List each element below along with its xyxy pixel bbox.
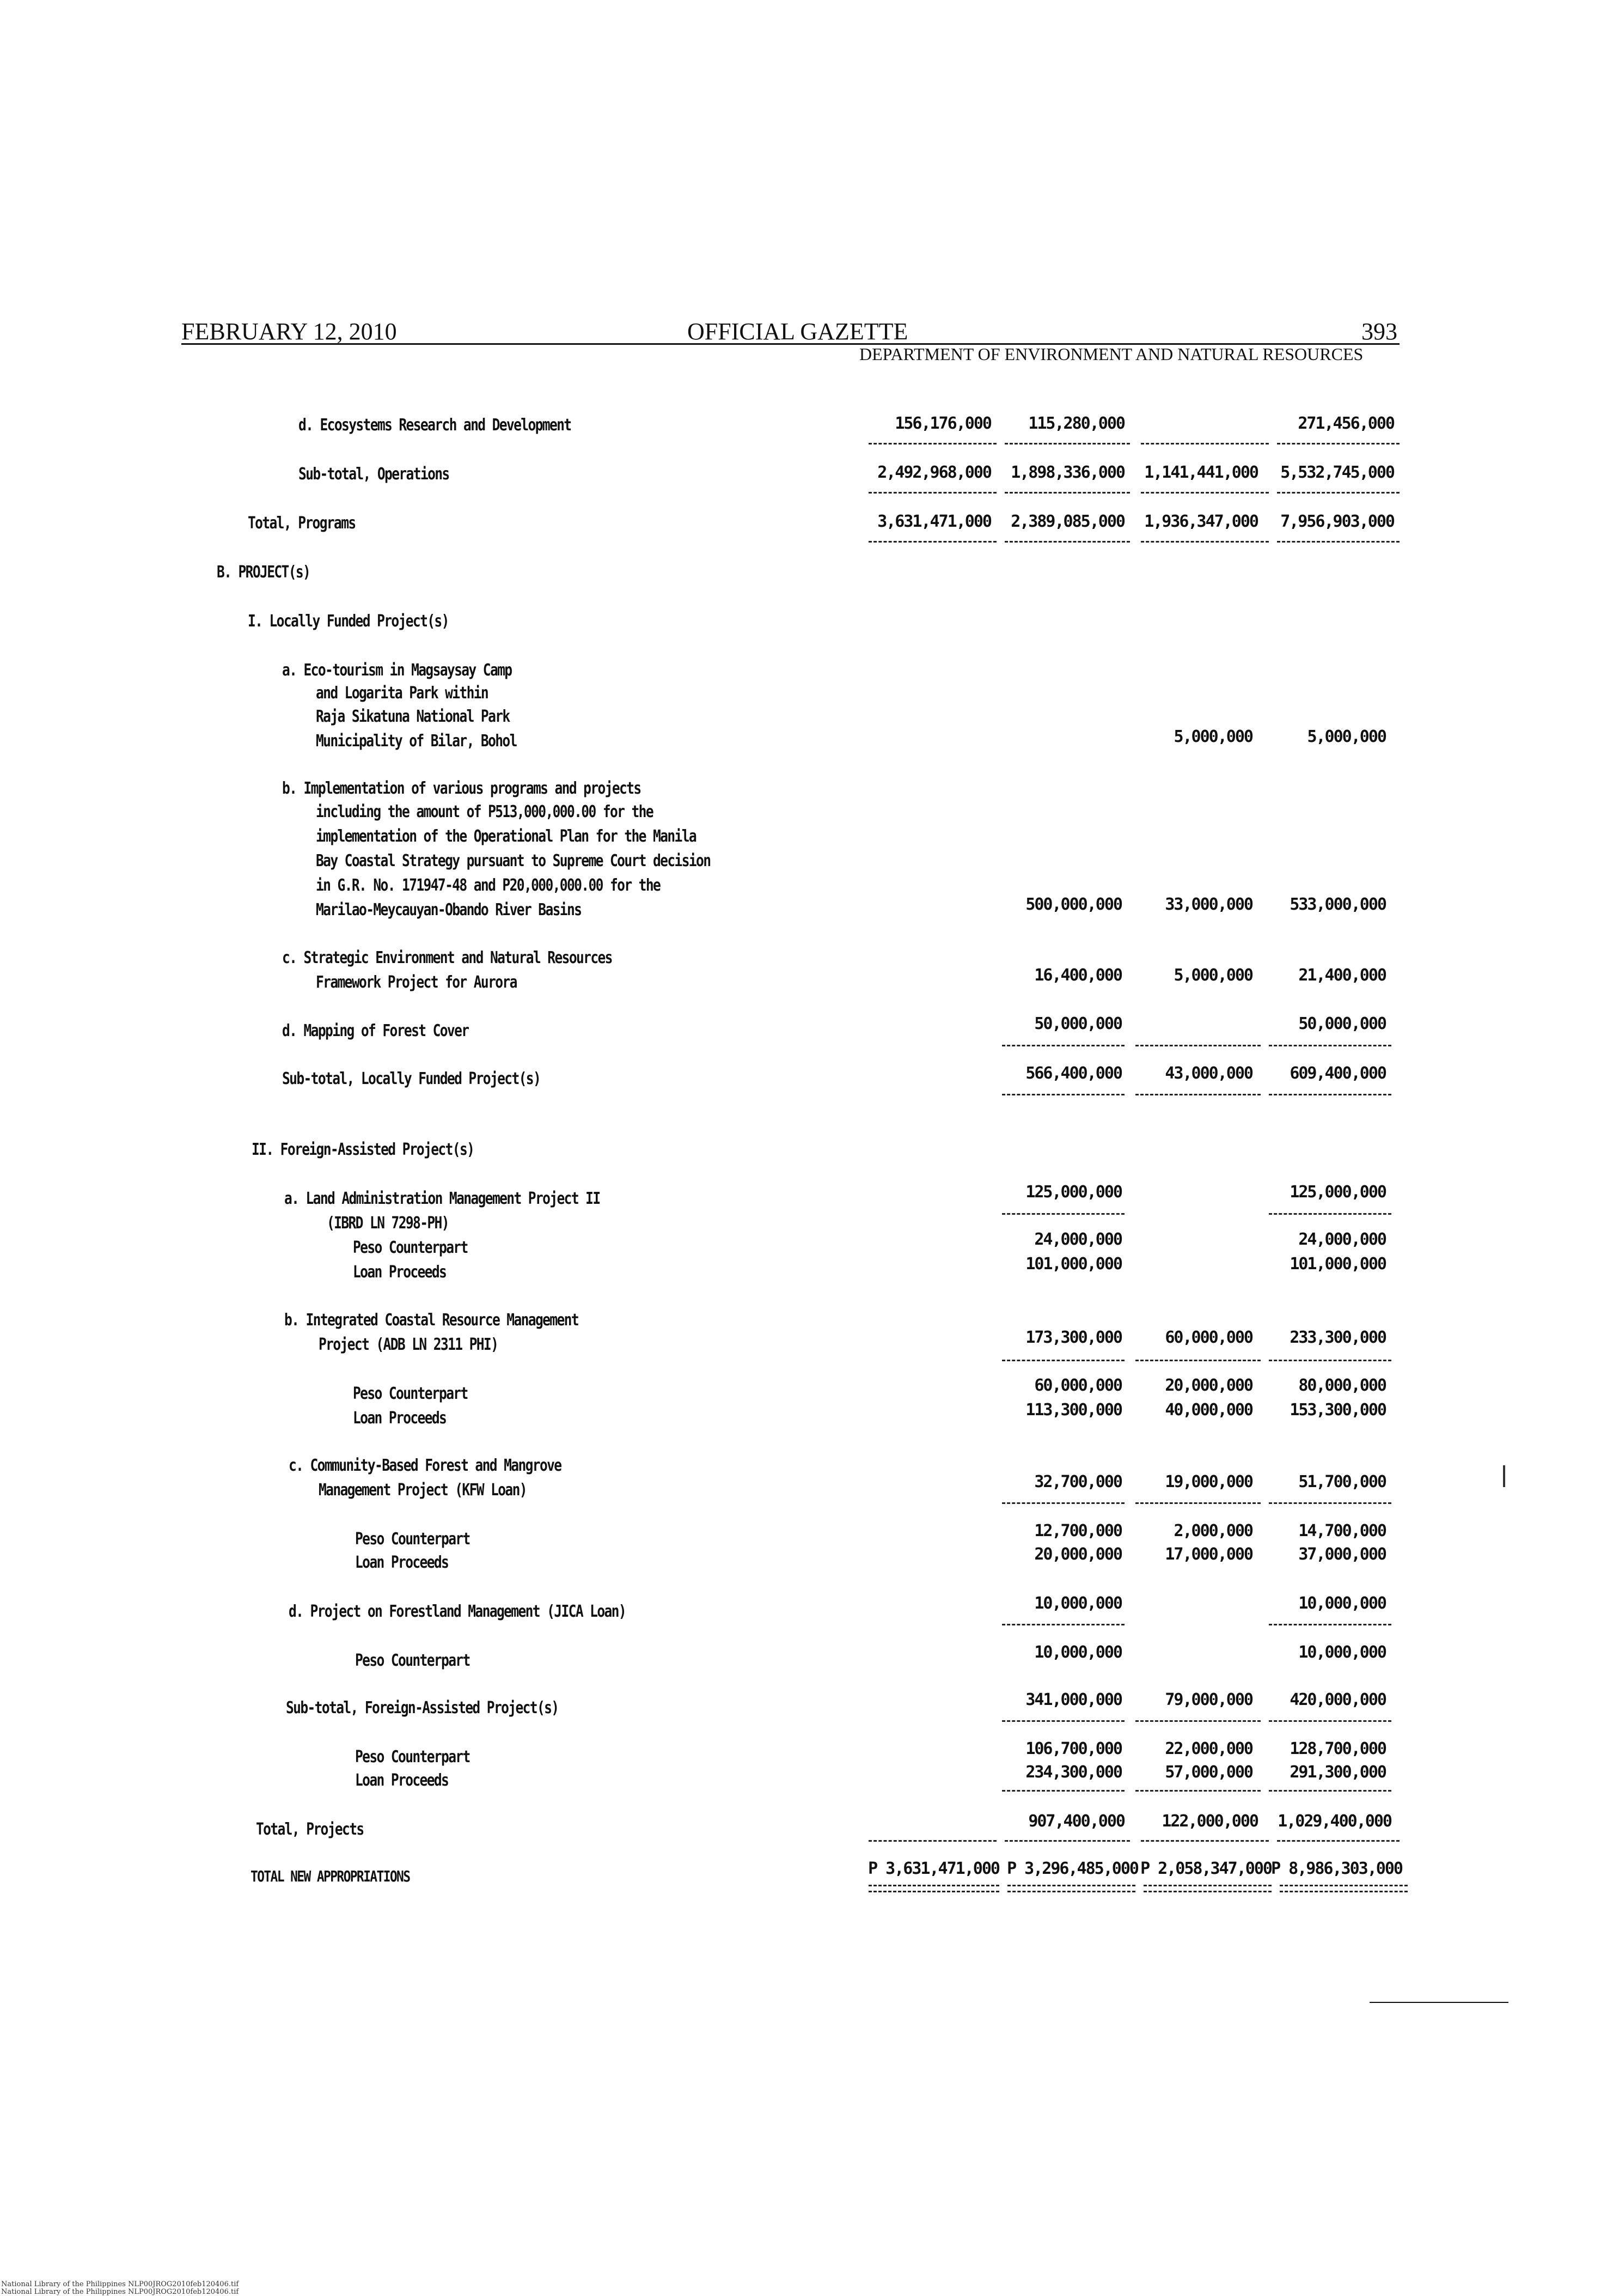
rule — [1277, 541, 1400, 543]
row-subtotal-local-c4: 609,400,000 — [1290, 1064, 1386, 1083]
row-subtotal-foreign-loan-c3: 57,000,000 — [1165, 1763, 1252, 1782]
row-community-peso-c4: 14,700,000 — [1298, 1521, 1386, 1540]
rule — [1269, 1624, 1391, 1625]
row-subtotal-foreign-c4: 420,000,000 — [1290, 1690, 1386, 1709]
row-subtotal-foreign-label: Sub-total, Foreign-Assisted Project(s) — [286, 1698, 559, 1718]
rule — [1005, 1840, 1130, 1842]
row-total-projects-c2: 907,400,000 — [1028, 1812, 1125, 1831]
rule — [1269, 1720, 1391, 1722]
row-subtotal-operations-label: Sub-total, Operations — [298, 465, 449, 484]
row-land-admin-line1: a. Land Administration Management Project II — [284, 1189, 600, 1208]
rule — [869, 492, 997, 494]
row-implementation-line2: including the amount of P513,000,000.00 for the — [316, 802, 653, 821]
rule — [1269, 1213, 1391, 1215]
row-implementation-c2: 500,000,000 — [1025, 895, 1122, 914]
row-coastal-peso-label: Peso Counterpart — [353, 1384, 468, 1403]
rule — [1277, 1840, 1400, 1842]
row-total-programs-c3: 1,936,347,000 — [1144, 512, 1258, 531]
row-eco-tourism-line2: and Logarita Park within — [316, 684, 488, 703]
row-subtotal-operations-c1: 2,492,968,000 — [877, 463, 991, 482]
row-total-projects-label: Total, Projects — [256, 1820, 364, 1839]
row-subtotal-operations-c4: 5,532,745,000 — [1280, 463, 1394, 482]
row-community-loan-c3: 17,000,000 — [1165, 1545, 1252, 1564]
row-coastal-c3: 60,000,000 — [1165, 1328, 1252, 1347]
row-land-admin-line2: (IBRD LN 7298-PH) — [327, 1214, 449, 1233]
row-land-admin-loan-c4: 101,000,000 — [1290, 1254, 1386, 1274]
row-community-loan-label: Loan Proceeds — [355, 1553, 449, 1572]
row-subtotal-local-label: Sub-total, Locally Funded Project(s) — [282, 1069, 541, 1088]
rule — [869, 1840, 997, 1842]
row-total-new-c2: P 3,296,485,000 — [1007, 1859, 1138, 1878]
row-subtotal-foreign-peso-c2: 106,700,000 — [1025, 1739, 1122, 1758]
row-forestland-c4: 10,000,000 — [1298, 1594, 1386, 1613]
row-forestland-peso-label: Peso Counterpart — [355, 1651, 470, 1670]
row-land-admin-peso-c2: 24,000,000 — [1034, 1230, 1122, 1249]
section-foreign-assisted-heading: II. Foreign-Assisted Project(s) — [252, 1140, 474, 1159]
rule — [1269, 1790, 1391, 1792]
row-coastal-peso-c2: 60,000,000 — [1034, 1376, 1122, 1395]
row-land-admin-peso-c4: 24,000,000 — [1298, 1230, 1386, 1249]
rule — [1002, 1720, 1125, 1722]
row-subtotal-foreign-loan-c4: 291,300,000 — [1290, 1763, 1386, 1782]
row-coastal-c2: 173,300,000 — [1025, 1328, 1122, 1347]
rule — [1135, 1790, 1261, 1792]
rule — [1269, 1502, 1391, 1504]
row-community-c3: 19,000,000 — [1165, 1472, 1252, 1491]
row-land-admin-c4: 125,000,000 — [1290, 1183, 1386, 1202]
header-date: FEBRUARY 12, 2010 — [181, 318, 397, 345]
row-total-new-c4: P 8,986,303,000 — [1271, 1859, 1402, 1878]
row-coastal-peso-c3: 20,000,000 — [1165, 1376, 1252, 1395]
row-ecosystems-c2: 115,280,000 — [1028, 414, 1125, 433]
row-forestland-peso-c2: 10,000,000 — [1034, 1643, 1122, 1662]
row-community-loan-c2: 20,000,000 — [1034, 1545, 1122, 1564]
row-strategic-c2: 16,400,000 — [1034, 966, 1122, 985]
rule — [1141, 443, 1269, 444]
row-total-programs-c1: 3,631,471,000 — [877, 512, 991, 531]
row-implementation-line6: Marilao-Meycauyan-Obando River Basins — [316, 900, 582, 919]
row-land-admin-loan-c2: 101,000,000 — [1025, 1254, 1122, 1274]
row-coastal-line1: b. Integrated Coastal Resource Management — [284, 1311, 578, 1330]
row-total-programs-c4: 7,956,903,000 — [1280, 512, 1394, 531]
row-implementation-c3: 33,000,000 — [1165, 895, 1252, 914]
row-subtotal-foreign-c3: 79,000,000 — [1165, 1690, 1252, 1709]
rule — [1141, 1840, 1269, 1842]
rule — [1269, 1094, 1391, 1095]
row-coastal-c4: 233,300,000 — [1290, 1328, 1386, 1347]
row-subtotal-foreign-peso-c4: 128,700,000 — [1290, 1739, 1386, 1758]
row-community-peso-c2: 12,700,000 — [1034, 1521, 1122, 1540]
row-eco-tourism-line4: Municipality of Bilar, Bohol — [316, 732, 517, 751]
footer-line-1: National Library of the Philippines NLP00JROG2010feb120406.tif — [1, 2280, 239, 2288]
double-rule — [1007, 1885, 1135, 1892]
row-eco-tourism-c3: 5,000,000 — [1174, 727, 1252, 746]
row-community-peso-c3: 2,000,000 — [1174, 1521, 1252, 1540]
row-eco-tourism-c4: 5,000,000 — [1307, 727, 1386, 746]
row-mapping-c4: 50,000,000 — [1298, 1014, 1386, 1033]
row-subtotal-foreign-peso-label: Peso Counterpart — [355, 1747, 470, 1767]
row-subtotal-local-c3: 43,000,000 — [1165, 1064, 1252, 1083]
row-total-projects-c4: 1,029,400,000 — [1278, 1812, 1391, 1831]
row-eco-tourism-line3: Raja Sikatuna National Park — [316, 707, 510, 726]
row-total-projects-c3: 122,000,000 — [1162, 1812, 1258, 1831]
rule — [1135, 1045, 1261, 1046]
row-subtotal-foreign-c2: 341,000,000 — [1025, 1690, 1122, 1709]
row-total-programs-label: Total, Programs — [248, 514, 356, 533]
row-community-c4: 51,700,000 — [1298, 1472, 1386, 1491]
row-ecosystems-c1: 156,176,000 — [895, 414, 991, 433]
double-rule — [1280, 1885, 1408, 1892]
row-land-admin-peso-label: Peso Counterpart — [353, 1238, 468, 1257]
section-projects-heading: B. PROJECT(s) — [217, 563, 310, 582]
row-subtotal-operations-c3: 1,141,441,000 — [1144, 463, 1258, 482]
row-total-new-c1: P 3,631,471,000 — [868, 1859, 999, 1878]
row-forestland-peso-c4: 10,000,000 — [1298, 1643, 1386, 1662]
row-ecosystems-label: d. Ecosystems Research and Development — [298, 416, 571, 435]
row-subtotal-local-c2: 566,400,000 — [1025, 1064, 1122, 1083]
row-coastal-loan-c2: 113,300,000 — [1025, 1400, 1122, 1420]
row-implementation-c4: 533,000,000 — [1290, 895, 1386, 914]
rule — [1277, 443, 1400, 444]
row-forestland-line1: d. Project on Forestland Management (JICA Loan) — [289, 1602, 626, 1621]
row-coastal-peso-c4: 80,000,000 — [1298, 1376, 1386, 1395]
row-strategic-c4: 21,400,000 — [1298, 966, 1386, 985]
row-community-line2: Management Project (KFW Loan) — [319, 1481, 527, 1500]
row-implementation-line3: implementation of the Operational Plan for the Manila — [316, 827, 696, 846]
rule — [1005, 443, 1130, 444]
row-coastal-line2: Project (ADB LN 2311 PHI) — [319, 1335, 498, 1354]
rule — [1135, 1720, 1261, 1722]
row-community-c2: 32,700,000 — [1034, 1472, 1122, 1491]
row-total-new-appropriations-label: TOTAL NEW APPROPRIATIONS — [250, 1867, 410, 1885]
row-land-admin-c2: 125,000,000 — [1025, 1183, 1122, 1202]
row-coastal-loan-c4: 153,300,000 — [1290, 1400, 1386, 1420]
row-subtotal-foreign-loan-label: Loan Proceeds — [355, 1771, 449, 1790]
row-total-new-c3: P 2,058,347,000 — [1140, 1859, 1272, 1878]
row-implementation-line4: Bay Coastal Strategy pursuant to Supreme Court decision — [316, 851, 711, 870]
rule — [1002, 1624, 1125, 1625]
rule — [1002, 1213, 1125, 1215]
rule — [1005, 541, 1130, 543]
rule — [869, 541, 997, 543]
row-implementation-line5: in G.R. No. 171947-48 and P20,000,000.00 for the — [316, 876, 661, 895]
rule — [1135, 1502, 1261, 1504]
double-rule — [1144, 1885, 1272, 1892]
rule — [1002, 1094, 1125, 1095]
row-strategic-line1: c. Strategic Environment and Natural Resources — [282, 948, 612, 967]
rule — [1141, 492, 1269, 494]
row-community-peso-label: Peso Counterpart — [355, 1530, 470, 1549]
rule — [869, 443, 997, 444]
rule — [1277, 492, 1400, 494]
row-mapping-label: d. Mapping of Forest Cover — [282, 1021, 469, 1040]
margin-rule — [1370, 2002, 1508, 2003]
rule — [1135, 1094, 1261, 1095]
rule — [1269, 1360, 1391, 1361]
row-forestland-c2: 10,000,000 — [1034, 1594, 1122, 1613]
row-subtotal-foreign-peso-c3: 22,000,000 — [1165, 1739, 1252, 1758]
rule — [1002, 1790, 1125, 1792]
rule — [1002, 1502, 1125, 1504]
margin-mark — [1503, 1465, 1505, 1487]
row-strategic-c3: 5,000,000 — [1174, 966, 1252, 985]
row-subtotal-foreign-loan-c2: 234,300,000 — [1025, 1763, 1122, 1782]
row-strategic-line2: Framework Project for Aurora — [316, 973, 517, 992]
row-community-loan-c4: 37,000,000 — [1298, 1545, 1386, 1564]
rule — [1269, 1045, 1391, 1046]
header-page-number: 393 — [1361, 318, 1397, 345]
header-department: DEPARTMENT OF ENVIRONMENT AND NATURAL RESOURCES — [859, 344, 1364, 364]
rule — [1005, 492, 1130, 494]
row-ecosystems-c4: 271,456,000 — [1298, 414, 1394, 433]
row-community-line1: c. Community-Based Forest and Mangrove — [289, 1456, 561, 1475]
rule — [1141, 541, 1269, 543]
footer-line-2: National Library of the Philippines NLP00JROG2010feb120406.tif — [1, 2288, 239, 2296]
row-land-admin-loan-label: Loan Proceeds — [353, 1263, 447, 1282]
row-total-programs-c2: 2,389,085,000 — [1011, 512, 1125, 531]
row-coastal-loan-c3: 40,000,000 — [1165, 1400, 1252, 1420]
rule — [1002, 1360, 1125, 1361]
section-locally-funded-heading: I. Locally Funded Project(s) — [248, 612, 449, 631]
row-mapping-c2: 50,000,000 — [1034, 1014, 1122, 1033]
header-title: OFFICIAL GAZETTE — [687, 318, 908, 345]
rule — [1135, 1360, 1261, 1361]
row-coastal-loan-label: Loan Proceeds — [353, 1409, 447, 1428]
row-implementation-line1: b. Implementation of various programs and projects — [282, 779, 641, 798]
row-eco-tourism-line1: a. Eco-tourism in Magsaysay Camp — [282, 661, 512, 680]
double-rule — [869, 1885, 999, 1892]
row-subtotal-operations-c2: 1,898,336,000 — [1011, 463, 1125, 482]
rule — [1002, 1045, 1125, 1046]
